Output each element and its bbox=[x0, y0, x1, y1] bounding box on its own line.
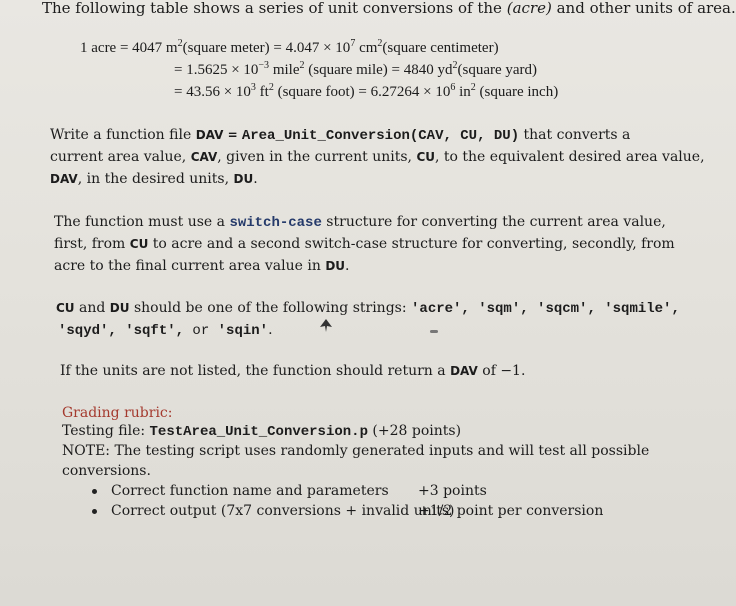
cu-label: CU bbox=[56, 301, 75, 315]
eq-text: (square yard) bbox=[457, 62, 538, 78]
p3-text: . bbox=[268, 322, 273, 338]
p3-line-2 bbox=[58, 319, 273, 342]
eq-text: cm bbox=[355, 40, 378, 56]
note-line-1: NOTE: The testing script uses randomly generated inputs and will test all possible bbox=[62, 443, 650, 459]
eq-sup: 6 bbox=[450, 82, 456, 93]
cu-label: CU bbox=[129, 237, 149, 251]
equation-line-2 bbox=[174, 62, 537, 79]
mouse-cursor-icon bbox=[318, 318, 334, 334]
rubric-item-points: +1/2 point per conversion bbox=[418, 503, 604, 519]
p3-or: or bbox=[184, 323, 218, 339]
p1-line-3 bbox=[50, 168, 258, 190]
unit-strings-2: 'sqyd', 'sqft', bbox=[58, 323, 185, 339]
eq-sup: 2 bbox=[177, 38, 183, 49]
rubric-item-label: Correct output (7x7 conversions + invalid units) bbox=[111, 503, 455, 519]
du-label: DU bbox=[109, 301, 130, 315]
p1-text: , given in the current units, bbox=[217, 149, 417, 165]
eq-text: mile bbox=[269, 62, 300, 78]
cav-label: CAV bbox=[190, 150, 218, 164]
p2-text: acre to the final current area value in bbox=[54, 258, 326, 274]
eq-text: (square meter) = 4.047 × 10 bbox=[182, 40, 351, 56]
eq-text: 1 acre = 4047 m bbox=[80, 40, 178, 56]
unit-strings-3: 'sqin' bbox=[217, 323, 269, 339]
testing-file-name: TestArea_Unit_Conversion.p bbox=[149, 424, 368, 440]
eq-sup: 3 bbox=[250, 82, 256, 93]
eq-sup: 2 bbox=[452, 60, 458, 71]
p4-line bbox=[60, 360, 525, 382]
p1-text: current area value, bbox=[50, 149, 191, 165]
rubric-item-points: +3 points bbox=[418, 483, 487, 499]
p2-text: . bbox=[345, 258, 350, 274]
bullet-icon bbox=[92, 489, 97, 494]
p4-text: of −1. bbox=[477, 363, 526, 379]
p2-line-3 bbox=[54, 255, 349, 277]
p4-text: If the units are not listed, the function should return a bbox=[60, 363, 451, 379]
note-line-2: conversions. bbox=[62, 463, 151, 479]
p2-text: first, from bbox=[54, 236, 130, 252]
p1-line-2 bbox=[50, 146, 705, 168]
eq-text: (square centimeter) bbox=[382, 40, 499, 56]
intro-line bbox=[42, 0, 736, 19]
eq-sup: 2 bbox=[377, 38, 383, 49]
acre-italic: (acre) bbox=[506, 0, 552, 17]
intro-text-end: and other units of area. bbox=[551, 0, 736, 17]
rubric-item bbox=[92, 480, 389, 502]
eq-sup: 2 bbox=[470, 82, 476, 93]
p2-text: structure for converting the current area value, bbox=[321, 214, 666, 230]
smudge-mark bbox=[430, 330, 438, 333]
du-label: DU bbox=[233, 172, 254, 186]
dav-label: DAV bbox=[450, 364, 478, 378]
p1-text: , in the desired units, bbox=[77, 171, 234, 187]
p1-text: , to the equivalent desired area value, bbox=[435, 149, 705, 165]
dav-label: DAV bbox=[50, 172, 78, 186]
p3-text: should be one of the following strings: bbox=[129, 300, 412, 316]
eq-sup: −3 bbox=[258, 60, 270, 71]
unit-strings-1: 'acre', 'sqm', 'sqcm', 'sqmile', bbox=[411, 301, 680, 317]
p2-text: to acre and a second switch-case structure for converting, secondly, from bbox=[148, 236, 675, 252]
p3-text: and bbox=[74, 300, 110, 316]
rubric-title: Grading rubric: bbox=[62, 405, 173, 421]
equation-line-3 bbox=[174, 84, 558, 101]
eq-text: ft bbox=[255, 84, 269, 100]
bullet-icon bbox=[92, 509, 97, 514]
p1-text: . bbox=[253, 171, 258, 187]
p2-text: The function must use a bbox=[54, 214, 230, 230]
cu-label: CU bbox=[416, 150, 435, 164]
function-signature: Area_Unit_Conversion(CAV, CU, DU) bbox=[241, 128, 520, 144]
eq-text: (square mile) = 4840 yd bbox=[304, 62, 453, 78]
p2-line-1 bbox=[54, 211, 666, 234]
p3-line-1 bbox=[56, 297, 680, 320]
switch-case-keyword: switch-case bbox=[229, 215, 322, 231]
p1-line-1 bbox=[50, 124, 630, 147]
rubric-text: Testing file: bbox=[62, 423, 150, 439]
equation-line-1 bbox=[80, 40, 499, 57]
eq-text: = 1.5625 × 10 bbox=[174, 62, 259, 78]
p1-dav-eq: DAV = bbox=[195, 128, 242, 142]
eq-sup: 2 bbox=[299, 60, 305, 71]
rubric-item-label: Correct function name and parameters bbox=[111, 483, 389, 499]
rubric-text: (+28 points) bbox=[367, 423, 462, 439]
du-label: DU bbox=[325, 259, 346, 273]
eq-sup: 2 bbox=[268, 82, 274, 93]
intro-text: The following table shows a series of unit conversions of the bbox=[42, 0, 507, 17]
eq-text: = 43.56 × 10 bbox=[174, 84, 251, 100]
eq-text: (square inch) bbox=[475, 84, 559, 100]
p1-text: that converts a bbox=[519, 127, 631, 143]
eq-text: (square foot) = 6.27264 × 10 bbox=[273, 84, 451, 100]
rubric-item bbox=[92, 500, 454, 522]
p2-line-2 bbox=[54, 233, 675, 255]
eq-sup: 7 bbox=[350, 38, 356, 49]
eq-text: in bbox=[455, 84, 471, 100]
p1-text: Write a function file bbox=[50, 127, 196, 143]
